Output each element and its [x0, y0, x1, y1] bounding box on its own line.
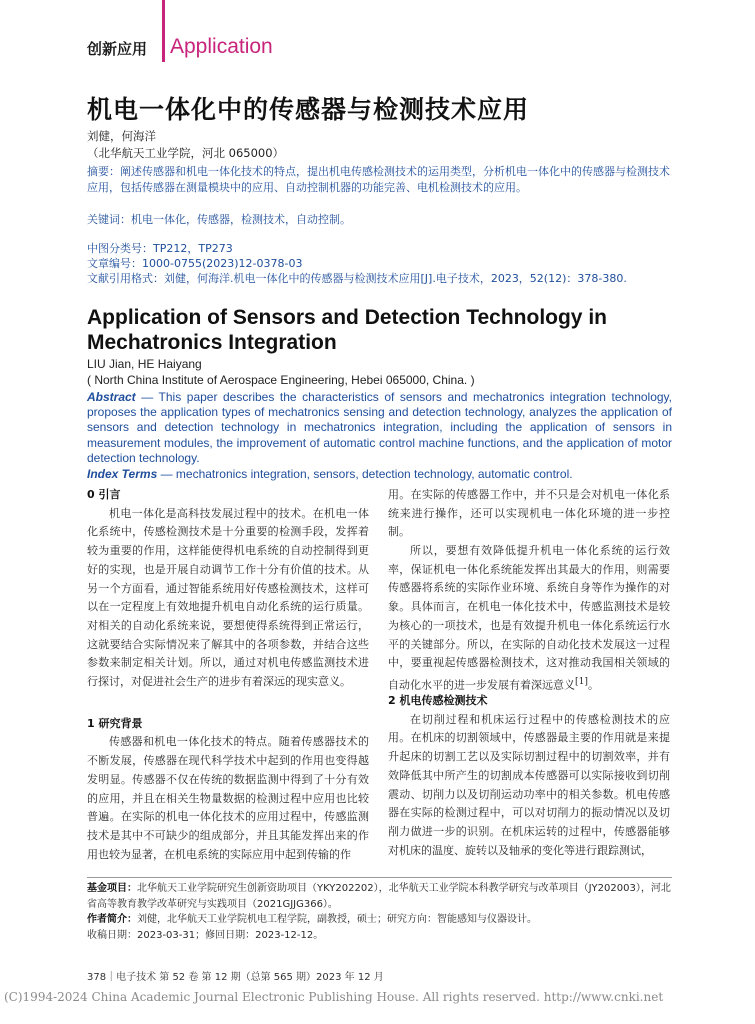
section-label-cn: 创新应用 — [87, 40, 148, 58]
author-note — [87, 912, 672, 928]
footnote-divider — [87, 877, 672, 878]
fund-note — [87, 881, 672, 912]
authors-cn: 刘健，何海洋 — [87, 129, 156, 143]
page-footer: 378｜电子技术 第 52 卷 第 12 期（总第 565 期）2023 年 12 月 — [87, 972, 384, 983]
significance-paragraph — [388, 542, 670, 692]
index-terms-text: — mechatronics integration, sensors, detection technology, automatic control. — [157, 467, 573, 481]
affiliation-cn: （北华航天工业学院，河北 065000） — [87, 146, 285, 160]
abstract-en-label: Abstract — [87, 390, 136, 404]
reference-marker: [1] — [575, 675, 588, 687]
received-dates: 收稿日期：2023-03-31；修回日期：2023-12-12。 — [87, 929, 324, 941]
copyright-watermark: (C)1994-2024 China Academic Journal Electronic Publishing House. All rights reserved. http://www.cnki.net — [4, 990, 664, 1004]
fund-label: 基金项目： — [87, 883, 137, 894]
abstract-en — [87, 390, 672, 466]
article-number: 文章编号：1000-0755(2023)12-0378-03 — [87, 257, 303, 270]
article-title-cn: 机电一体化中的传感器与检测技术应用 — [87, 95, 530, 124]
fund-text: 北华航天工业学院研究生创新资助项目（YKY202202），北华航天工业学院本科教学研究与改革项目（JY202003），河北省高等教育教学改革研究与实践项目（2021GJJG366）。 — [87, 883, 671, 910]
section-label-en: Application — [170, 35, 273, 58]
affiliation-en: ( North China Institute of Aerospace Engineering, Hebei 065000, China. ) — [87, 373, 475, 387]
author-label: 作者简介： — [87, 914, 137, 925]
article-title-en: Application of Sensors and Detection Technology in Mechatronics Integration — [87, 306, 607, 354]
abstract-cn: 摘要：阐述传感器和机电一体化技术的特点，提出机电传感检测技术的运用类型，分析机电一体化中的传感器与检测技术应用，包括传感器在测量模块中的应用、自动控制机器的功能完善、电机检测技术的应用。 — [87, 165, 670, 194]
abstract-en-text: — This paper describes the characteristics of sensors and mechatronics integration technology, proposes the application types of mechatronics sensing and detection technology, analyzes the application of sensors and detection technology in mechatronics integration, including the application of sensors in measurement modules, the improvement of automatic control machine functions, and the application of motor detection technology. — [87, 390, 672, 465]
significance-end: 。 — [587, 678, 599, 692]
article-metadata — [87, 241, 672, 286]
significance-text: 所以，要想有效降低提升机电一体化系统的运行效率，保证机电一体化系统能发挥出其最大的作用，则需要传感器将系统的实际作业环境、系统自身等作为操作的对象。具体而言，在机电一体化技术中，传感监测技术是较为核心的一项技术，也是有效提升机电一体化系统运行水平的关键部分。所以，在实际的自动化技术发展这一过程中，要重视起传感器检测技术，这对推动我国相关领域的自动化水平的进一步发展有着深远意义 — [388, 544, 670, 692]
body-column-left — [87, 486, 369, 865]
background-paragraph: 传感器和机电一体化技术的特点。随着传感器技术的不断发展，传感器在现代科学技术中起到的作用也变得越发明显。传感器不仅在传统的数据监测中得到了十分有效的应用，并且在相关生物量数据的检测过程中应用也比较普遍。在实际的机电一体化技术的应用过程中，传感监测技术是其中不可缺少的组成部分，并且其能发挥出来的作用也较为显著，在机电系统的实际应用中起到传输的作 — [87, 735, 369, 861]
section-heading-detection: 2 机电传感检测技术 — [388, 694, 488, 707]
citation-format: 文献引用格式：刘健，何海洋.机电一体化中的传感器与检测技术应用[J].电子技术，2023，52(12)：378-380. — [87, 272, 627, 285]
section-heading-background: 1 研究背景 — [87, 716, 143, 730]
keywords-cn: 关键词：机电一体化，传感器，检测技术，自动控制。 — [87, 213, 351, 226]
body-column-right — [388, 486, 670, 861]
detection-paragraph: 在切削过程和机床运行过程中的传感检测技术的应用。在机床的切割领域中，传感器最主要的作用就是来提升起床的切割工艺以及实际切割过程中的切割效率，并有效降低其中所产生的切割成本传感器可以实际接收到切削震动、切削力以及切削运动功率中的相关参数。机电传感器在实际的检测过程中，可以对切削力的振动情况以及切削力做进一步的识别。在机床运转的过程中，传感器能够对机床的温度、旋转以及轴承的变化等进行跟踪测试， — [388, 712, 670, 857]
author-text: 刘健，北华航天工业学院机电工程学院，副教授，硕士；研究方向：智能感知与仪器设计。 — [137, 914, 537, 925]
index-terms — [87, 467, 672, 481]
clc-number: 中图分类号：TP212，TP273 — [87, 242, 233, 255]
index-terms-label: Index Terms — [87, 467, 158, 481]
continued-paragraph: 用。在实际的传感器工作中，并不只是会对机电一体化系统来进行操作，还可以实现机电一体化环境的进一步控制。 — [388, 488, 670, 539]
section-heading-intro: 0 引言 — [87, 488, 121, 501]
footnotes — [87, 881, 672, 943]
intro-paragraph: 机电一体化是高科技发展过程中的技术。在机电一体化系统中，传感检测技术是十分重要的检测手段，发挥着较为重要的作用，这样能使得机电系统的自动控制得到更好的实现，也是开展自动调节工作十分有价值的技术。从另一个方面看，通过智能系统用好传感检测技术，这样可以在一定程度上有效地提升机电自动化系统的运行质量。对相关的自动化系统来说，要想使得系统得到正常运行，这就要结合实际情况来了解其中的各项参数，并结合这些参数来制定相关计划。所以，通过对机电传感监测技术进行探讨，对促进社会生产的进步有着深远的现实意义。 — [87, 506, 369, 689]
section-divider-bar — [162, 0, 165, 62]
authors-en: LIU Jian, HE Haiyang — [87, 357, 202, 371]
